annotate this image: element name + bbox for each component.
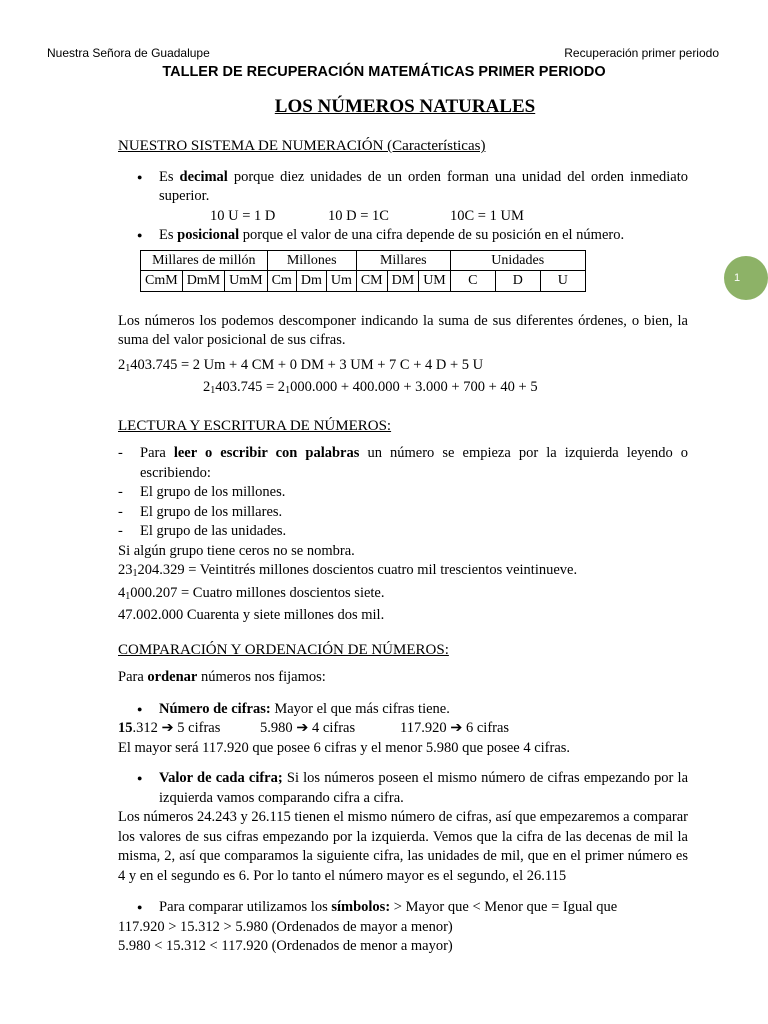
section-comparison: [118, 641, 688, 957]
bullet-list: [118, 898, 688, 918]
table-group-header: Millares: [356, 250, 450, 271]
example-line: [118, 561, 688, 584]
section-heading: COMPARACIÓN Y ORDENACIÓN DE NÚMEROS:: [118, 641, 449, 658]
dash-item: [118, 444, 688, 483]
bullet-symbols: [118, 898, 688, 918]
text: 4: [118, 584, 126, 601]
intro-line: [118, 668, 688, 688]
text: Es: [159, 227, 178, 243]
equivalence: 10 D = 1C: [328, 207, 389, 224]
table-cell: U: [540, 271, 585, 292]
bullet-list: [118, 226, 688, 246]
text: 5.980: [260, 720, 297, 736]
order-line: 117.920 > 15.312 > 5.980 (Ordenados de mayor a menor): [118, 918, 453, 935]
digit-count-examples: [118, 719, 688, 739]
text-line: El mayor será 117.920 que posee 6 cifras y el menor 5.980 que posee 4 cifras.: [118, 739, 571, 756]
text: Para: [118, 669, 148, 685]
text: 2: [203, 379, 211, 395]
text: un número se empieza por la izquierda leyendo o escribiendo:: [140, 445, 689, 481]
section-heading: NUESTRO SISTEMA DE NUMERACIÓN (Características): [118, 138, 486, 154]
text: números nos fijamos:: [197, 669, 326, 685]
text: Mayor el que más cifras tiene.: [270, 700, 450, 717]
example: [118, 719, 260, 739]
text: Para: [140, 445, 174, 461]
bold-term: Valor de cada cifra;: [159, 770, 283, 786]
section-numeration-system: [118, 137, 688, 401]
text: > Mayor que < Menor que = Igual que: [390, 899, 618, 915]
text: 000.207 = Cuatro millones doscientos siete.: [130, 584, 385, 601]
text: .312: [132, 720, 162, 736]
place-value-table: [140, 250, 586, 292]
table-cell: C: [450, 271, 495, 292]
header-school-name: Nuestra Señora de Guadalupe: [47, 46, 210, 60]
example-line: [118, 584, 688, 607]
table-cell: UM: [419, 271, 451, 292]
subscript: 1: [125, 362, 131, 374]
table-cell: Cm: [267, 271, 296, 292]
dash-item: - El grupo de las unidades.: [118, 522, 688, 542]
table-cell: DM: [387, 271, 419, 292]
text: 403.745 = 2: [215, 379, 286, 395]
text: porque el valor de una cifra depende de su posición en el número.: [239, 227, 625, 243]
bold-term: Número de cifras:: [159, 700, 271, 717]
arrow-icon: ➔: [450, 720, 463, 736]
arrow-icon: ➔: [161, 720, 174, 736]
text: 4 cifras: [308, 720, 356, 736]
text-line: Si algún grupo tiene ceros no se nombra.: [118, 542, 355, 559]
subscript: 1: [125, 590, 131, 602]
bullet-list: [118, 168, 688, 207]
example: [400, 720, 509, 736]
arrow-icon: ➔: [296, 720, 309, 736]
text: Si los números poseen el mismo número de cifras empezando por la izquierda vamos comparando cifra a cifra.: [159, 770, 689, 806]
bullet-number-of-digits: [118, 700, 688, 720]
equivalence: 10C = 1 UM: [450, 207, 524, 224]
bullet-positional: [118, 226, 688, 246]
table-group-header: Millares de millón: [141, 250, 268, 271]
section-reading-writing: [118, 417, 688, 626]
equivalence-row: [118, 207, 688, 227]
table-cell: D: [495, 271, 540, 292]
subscript: 1: [285, 385, 291, 396]
example: [260, 719, 400, 739]
table-cell: Um: [326, 271, 356, 292]
text: 5 cifras: [173, 720, 221, 736]
text: 204.329 = Veintitrés millones doscientos cuatro mil trescientos veintinueve.: [137, 562, 578, 578]
text: Es: [159, 168, 180, 185]
header-period: Recuperación primer periodo: [564, 46, 719, 60]
dash-item: - El grupo de los millares.: [118, 503, 688, 523]
bullet-digit-value: [118, 769, 688, 808]
text: 2: [118, 356, 126, 373]
example-line: 47.002.000 Cuarenta y siete millones dos mil.: [118, 607, 385, 623]
bullet-list: [118, 700, 688, 720]
main-title: LOS NÚMEROS NATURALES: [274, 96, 536, 117]
bold-term: leer o escribir con palabras: [173, 445, 360, 461]
text: Para comparar utilizamos los: [159, 899, 332, 915]
section-heading: LECTURA Y ESCRITURA DE NÚMEROS:: [118, 417, 392, 434]
table-cell: UmM: [225, 271, 267, 292]
table-cell: Dm: [296, 271, 326, 292]
bold-term: decimal: [179, 168, 228, 185]
bold-number: 15: [118, 720, 133, 736]
text: 403.745 = 2 Um + 4 CM + 0 DM + 3 UM + 7 C + 4 D + 5 U: [130, 356, 484, 373]
bold-term: posicional: [177, 227, 240, 243]
text: 6 cifras: [462, 720, 510, 736]
table-cell: CmM: [141, 271, 183, 292]
table-cell: DmM: [182, 271, 224, 292]
page-number-badge: 1: [724, 256, 768, 300]
equivalence: 10 U = 1 D: [210, 207, 276, 224]
bullet-decimal: [118, 168, 688, 207]
paragraph: Los números 24.243 y 26.115 tienen el mismo número de cifras, así que empezaremos a comparar los valores de sus cifras empezando por la izquierda. Vemos que la cifra de las decenas de mil la misma, 2, así que comparamos la siguiente cifra, las unidades de mil, que en el primer número es 4 y en el segundo es 6. Por lo tanto el número mayor es el segundo, el 26.115: [118, 809, 688, 884]
bold-term: símbolos:: [331, 899, 391, 915]
decomposition-line: [118, 378, 688, 401]
table-header-row: [141, 250, 586, 271]
table-group-header: Unidades: [450, 250, 585, 271]
bold-term: ordenar: [147, 669, 198, 685]
page-content: [118, 137, 688, 957]
subscript: 1: [210, 385, 216, 396]
table-row: [141, 271, 586, 292]
table-cell: CM: [356, 271, 387, 292]
text: 23: [118, 562, 133, 578]
order-line: 5.980 < 15.312 < 117.920 (Ordenados de menor a mayor): [118, 938, 453, 954]
paragraph: Los números los podemos descomponer indicando la suma de sus diferentes órdenes, o bien, la suma del valor posicional de sus cifras.: [118, 312, 688, 348]
text: 000.000 + 400.000 + 3.000 + 700 + 40 + 5: [290, 379, 538, 395]
dash-item: - El grupo de los millones.: [118, 483, 688, 503]
text: porque diez unidades de un orden forman una unidad del orden inmediato superior.: [159, 168, 689, 204]
document-title: TALLER DE RECUPERACIÓN MATEMÁTICAS PRIMER PERIODO: [162, 64, 606, 80]
table-group-header: Millones: [267, 250, 356, 271]
subscript: 1: [132, 568, 138, 579]
bullet-list: [118, 769, 688, 808]
decomposition-line: [118, 356, 688, 379]
text: 117.920: [400, 720, 451, 736]
